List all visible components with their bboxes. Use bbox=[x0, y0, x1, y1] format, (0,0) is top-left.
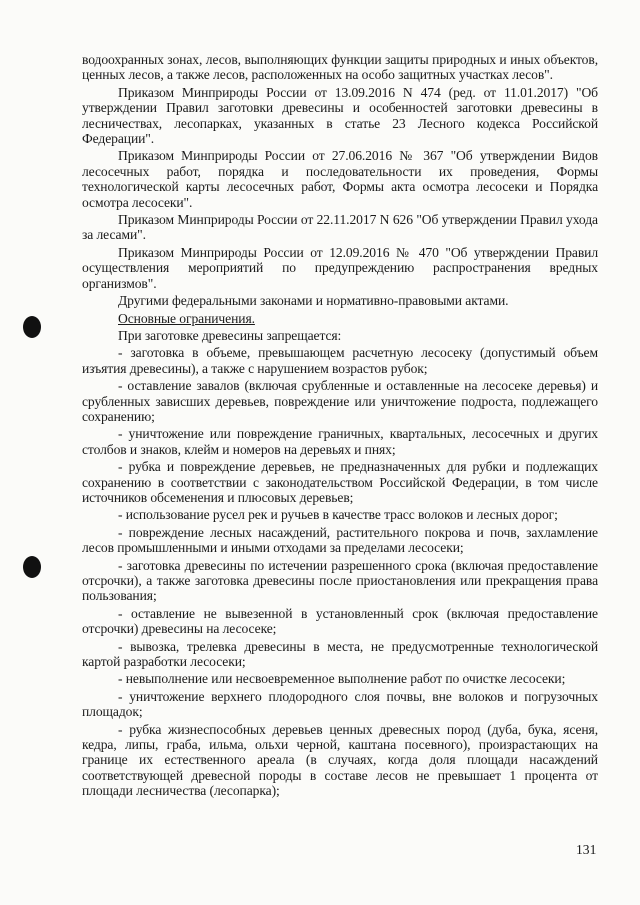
page-number: 131 bbox=[576, 842, 597, 857]
list-item: - рубка жизнеспособных деревьев ценных древесных пород (дуба, бука, ясеня, кедра, липы, граба, ильма, ольхи черной, каштана посевного), произрастающих на границе их естественного ареала (в случаях, когда доля площади насаждений соответствующей древесной породы в составе лесов не превышает 1 процента от площади лесничества (лесопарка); bbox=[82, 721, 598, 799]
paragraph: водоохранных зонах, лесов, выполняющих функции защиты природных и иных объектов, ценных лесов, а также лесов, расположенных на особо защитных участках лесов". bbox=[82, 52, 598, 83]
paragraph: Другими федеральными законами и нормативно-правовыми актами. bbox=[118, 293, 509, 309]
list-item: - вывозка, трелевка древесины в места, не предусмотренные технологической картой разработки лесосеки; bbox=[82, 638, 598, 670]
document-page bbox=[82, 52, 598, 801]
punch-hole-lower bbox=[23, 556, 41, 578]
list-item: - уничтожение или повреждение граничных, квартальных, лесосечных и других столбов и знаков, клейм и номеров на деревьях и пнях; bbox=[82, 426, 598, 457]
section-heading-text: Основные ограничения. bbox=[118, 310, 255, 326]
list-item: - оставление завалов (включая срубленные и оставленные на лесосеке деревья) и срубленных зависших деревьев, повреждение или уничтожение подроста, подлежащего сохранению; bbox=[82, 378, 598, 424]
section-heading bbox=[82, 311, 598, 326]
paragraph: Приказом Минприроды России от 27.06.2016 № 367 "Об утверждении Видов лесосечных работ, порядка и последовательности их проведения, Формы технологической карты лесосечных работ, Формы акта осмотра лесосеки и Порядка осмотра лесосеки". bbox=[82, 148, 598, 210]
list-item: - уничтожение верхнего плодородного слоя почвы, вне волоков и погрузочных площадок; bbox=[82, 688, 598, 720]
list-item: - заготовка древесины по истечении разрешенного срока (включая предоставление отсрочки), а также заготовка древесины после приостановления или прекращения права пользования; bbox=[82, 557, 598, 604]
punch-hole-upper bbox=[23, 316, 41, 338]
list-item: - повреждение лесных насаждений, растительного покрова и почв, захламление лесов промышленными и иными отходами за пределами лесосеки; bbox=[82, 524, 598, 556]
list-item: - оставление не вывезенной в установленный срок (включая предоставление отсрочки) древесины на лесосеке; bbox=[82, 605, 598, 637]
list-item: - заготовка в объеме, превышающем расчетную лесосеку (допустимый объем изъятия древесины), а также с нарушением возрастов рубок; bbox=[82, 345, 598, 376]
list-item: - рубка и повреждение деревьев, не предназначенных для рубки и подлежащих сохранению в соответствии с законодательством Российской Федерации, в том числе источников обсеменения и плюсовых деревьев; bbox=[82, 459, 598, 505]
list-item: - использование русел рек и ручьев в качестве трасс волоков и лесных дорог; bbox=[118, 507, 558, 523]
paragraph: Приказом Минприроды России от 12.09.2016 № 470 "Об утверждении Правил осуществления мероприятий по предупреждению распространения вредных организмов". bbox=[82, 244, 598, 291]
list-item: - невыполнение или несвоевременное выполнение работ по очистке лесосеки; bbox=[118, 671, 566, 687]
paragraph: Приказом Минприроды России от 13.09.2016 N 474 (ред. от 11.01.2017) "Об утверждении Правил заготовки древесины и особенностей заготовки древесины в лесничествах, лесопарках, указанных в статье 23 Лесного кодекса Российской Федерации". bbox=[82, 84, 598, 147]
paragraph: Приказом Минприроды России от 22.11.2017 N 626 "Об утверждении Правил ухода за лесами". bbox=[82, 212, 598, 243]
paragraph: При заготовке древесины запрещается: bbox=[118, 327, 342, 343]
